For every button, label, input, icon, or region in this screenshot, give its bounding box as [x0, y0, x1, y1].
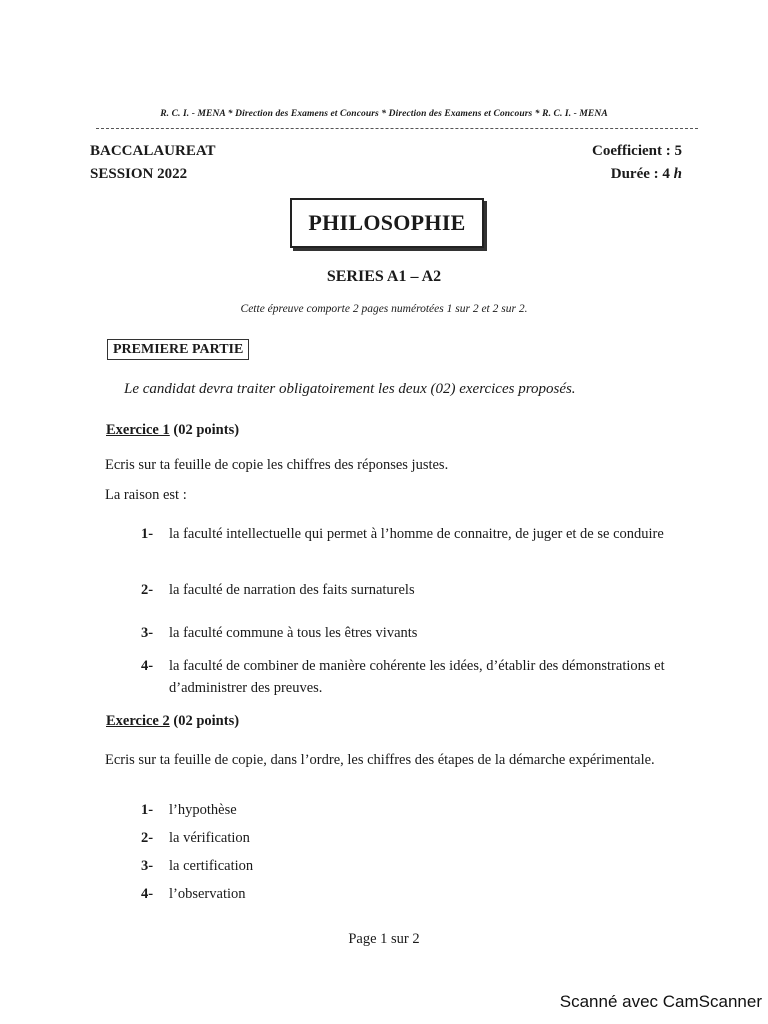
exam-name: BACCALAUREAT: [90, 143, 216, 159]
item-number: 2-: [141, 830, 154, 846]
item-number: 3-: [141, 858, 154, 874]
institution-header: R. C. I. - MENA * Direction des Examens et Concours * Direction des Examens et Concours * R. C. I. - MENA: [160, 109, 608, 119]
item-text: la faculté de narration des faits surnaturels: [169, 582, 415, 598]
item-text: l’observation: [169, 886, 246, 902]
exercise-1-lead: La raison est :: [105, 487, 187, 503]
exercise-2-points: (02 points): [169, 713, 240, 729]
item-number: 4-: [141, 658, 154, 674]
header-divider: [96, 128, 698, 129]
exam-info-right: [592, 140, 682, 186]
subject-title: PHILOSOPHIE: [290, 198, 484, 248]
part-title: PREMIERE PARTIE: [107, 339, 249, 360]
item-number: 2-: [141, 582, 154, 598]
pages-note: Cette épreuve comporte 2 pages numérotées 1 sur 2 et 2 sur 2.: [240, 303, 528, 315]
item-number: 3-: [141, 625, 154, 641]
exercise-1-label: Exercice 1: [106, 422, 170, 438]
item-text: la faculté intellectuelle qui permet à l’homme de connaitre, de juger et de se conduire: [169, 526, 664, 542]
exercise-1-title: [106, 422, 239, 439]
exercise-2-item: [141, 799, 681, 821]
exercise-1-item: [141, 579, 681, 601]
scanner-watermark: Scanné avec CamScanner: [559, 992, 762, 1011]
item-number: 4-: [141, 886, 154, 902]
item-text: la faculté de combiner de manière cohérente les idées, d’établir des démonstrations et d’administrer des preuves.: [169, 658, 665, 696]
exercise-1-prompt: Ecris sur ta feuille de copie les chiffres des réponses justes.: [105, 457, 449, 473]
duration-label: Durée : 4: [610, 166, 674, 182]
duration-unit: h: [673, 166, 682, 182]
item-text: la faculté commune à tous les êtres vivants: [169, 625, 418, 641]
exercise-2-title: [106, 713, 239, 730]
page-footer: Page 1 sur 2: [348, 931, 420, 947]
series-heading: SERIES A1 – A2: [326, 268, 442, 285]
exam-session: SESSION 2022: [90, 166, 188, 182]
item-number: 1-: [141, 526, 154, 542]
exercise-2-item: [141, 827, 681, 849]
exam-duration: [592, 163, 682, 186]
exercise-1-item: [141, 523, 681, 545]
exercise-1-points: (02 points): [169, 422, 240, 438]
exam-info-left: [90, 140, 216, 186]
instruction-text: Le candidat devra traiter obligatoirement les deux (02) exercices proposés.: [124, 381, 576, 397]
item-text: la vérification: [169, 830, 250, 846]
exam-coefficient: Coefficient : 5: [592, 143, 682, 159]
exercise-2-item: [141, 855, 681, 877]
exercise-2-item: [141, 883, 681, 905]
exercise-2-prompt: Ecris sur ta feuille de copie, dans l’ordre, les chiffres des étapes de la démarche expérimentale.: [105, 752, 655, 768]
item-number: 1-: [141, 802, 154, 818]
item-text: l’hypothèse: [169, 802, 237, 818]
item-text: la certification: [169, 858, 254, 874]
exercise-2-label: Exercice 2: [106, 713, 170, 729]
exercise-1-item: [141, 622, 681, 644]
exercise-1-item: [141, 655, 681, 699]
